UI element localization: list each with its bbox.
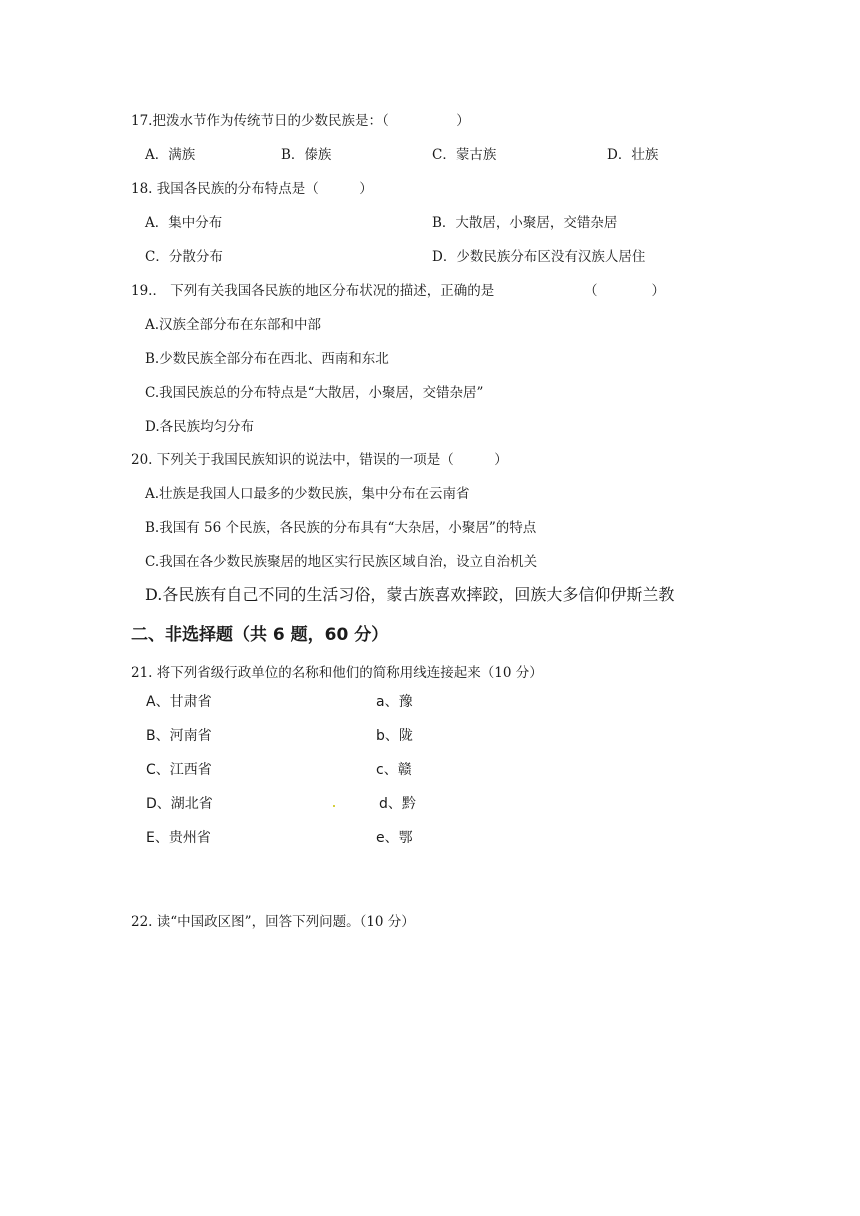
q21-right-item-e: e、鄂 — [376, 830, 413, 846]
q18-option-c: C．分散分布 — [145, 249, 223, 265]
q18-stem: 18. 我国各民族的分布特点是（ ） — [131, 181, 373, 197]
q20-option-d: D.各民族有自己不同的生活习俗，蒙古族喜欢摔跤，回族大多信仰伊斯兰教 — [145, 585, 675, 604]
q21-left-item-c: C、江西省 — [146, 762, 212, 778]
stray-dot — [333, 805, 335, 807]
section-heading: 二、非选择题（共 6 题，60 分） — [131, 625, 389, 645]
q17-option-c: C．蒙古族 — [432, 147, 497, 163]
q18-option-d: D．少数民族分布区没有汉族人居住 — [432, 249, 646, 265]
q21-right-item-d: d、黔 — [379, 796, 416, 812]
q19-option-d: D.各民族均匀分布 — [145, 419, 255, 435]
q17-stem: 17.把泼水节作为传统节日的少数民族是：（ ） — [131, 113, 470, 129]
q19-option-c: C.我国民族总的分布特点是“大散居，小聚居，交错杂居” — [145, 385, 484, 401]
q17-option-d: D．壮族 — [607, 147, 659, 163]
q19-stem: 19.． 下列有关我国各民族的地区分布状况的描述，正确的是 — [131, 283, 495, 299]
q18-option-b: B．大散居，小聚居，交错杂居 — [432, 215, 618, 231]
q17-option-b: B．傣族 — [281, 147, 332, 163]
q21-left-item-b: B、河南省 — [146, 728, 212, 744]
q21-left-item-e: E、贵州省 — [146, 830, 211, 846]
q20-option-b: B.我国有 56 个民族，各民族的分布具有“大杂居，小聚居”的特点 — [145, 520, 537, 536]
q19-option-a: A.汉族全部分布在东部和中部 — [145, 317, 322, 333]
q21-right-item-b: b、陇 — [376, 728, 413, 744]
q21-right-item-c: c、赣 — [376, 762, 412, 778]
q20-stem: 20. 下列关于我国民族知识的说法中，错误的一项是（ ） — [131, 452, 508, 468]
q21-left-item-d: D、湖北省 — [146, 796, 213, 812]
q19-answer-paren: （ ） — [584, 283, 665, 299]
q20-option-a: A.壮族是我国人口最多的少数民族，集中分布在云南省 — [145, 486, 470, 502]
q21-stem: 21. 将下列省级行政单位的名称和他们的简称用线连接起来（10 分） — [131, 665, 543, 681]
q21-left-item-a: A、甘肃省 — [146, 694, 212, 710]
q18-option-a: A．集中分布 — [145, 215, 223, 231]
q21-right-item-a: a、豫 — [376, 694, 413, 710]
q22-stem: 22. 读“中国政区图”，回答下列问题。（10 分） — [131, 914, 415, 930]
q17-option-a: A．满族 — [145, 147, 196, 163]
q20-option-c: C.我国在各少数民族聚居的地区实行民族区域自治，设立自治机关 — [145, 554, 538, 570]
q19-option-b: B.少数民族全部分布在西北、西南和东北 — [145, 351, 389, 367]
